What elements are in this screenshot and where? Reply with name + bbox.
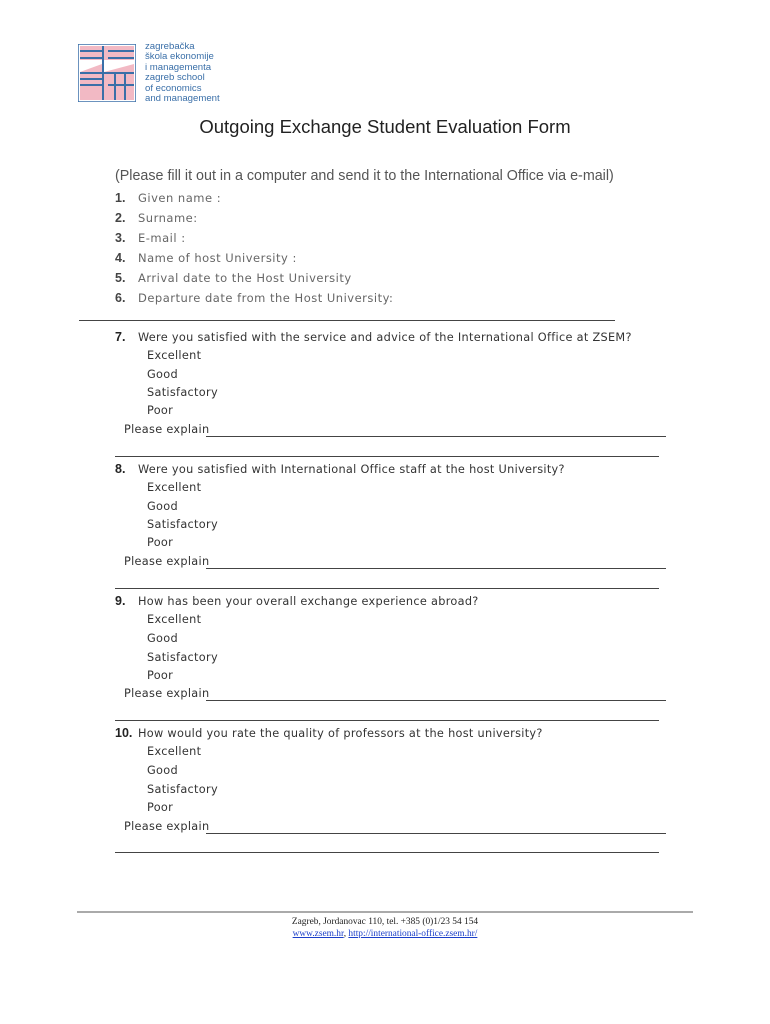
instructions: (Please fill it out in a computer and send it to the International Office via e-mail) xyxy=(115,168,614,184)
question-number: 7. xyxy=(115,330,126,344)
international-office-link[interactable]: http://international-office.zsem.hr/ xyxy=(348,929,478,939)
field-label: E-mail : xyxy=(138,231,186,245)
field-departure-date[interactable] xyxy=(115,291,393,305)
field-email[interactable] xyxy=(115,231,186,245)
question-7 xyxy=(115,330,632,344)
field-label: Name of host University : xyxy=(138,251,297,265)
option-satisfactory[interactable]: Satisfactory xyxy=(147,386,218,399)
option-excellent[interactable]: Excellent xyxy=(147,745,202,758)
option-satisfactory[interactable]: Satisfactory xyxy=(147,783,218,796)
explain-input[interactable] xyxy=(206,833,666,834)
field-number: 1. xyxy=(115,191,126,205)
explain-label: Please explain xyxy=(124,555,210,568)
option-good[interactable]: Good xyxy=(147,368,178,381)
question-text: How has been your overall exchange experience abroad? xyxy=(138,595,479,608)
question-9 xyxy=(115,594,479,608)
field-number: 2. xyxy=(115,211,126,225)
option-excellent[interactable]: Excellent xyxy=(147,481,202,494)
explain-input-line2[interactable] xyxy=(115,720,659,721)
footer-links xyxy=(0,929,770,939)
field-surname[interactable] xyxy=(115,211,198,225)
logo-line: of economics xyxy=(145,82,202,94)
option-poor[interactable]: Poor xyxy=(147,404,174,417)
option-poor[interactable]: Poor xyxy=(147,669,174,682)
field-label: Departure date from the Host University: xyxy=(138,291,394,305)
question-number: 9. xyxy=(115,594,126,608)
explain-input[interactable] xyxy=(206,568,666,569)
field-given-name[interactable] xyxy=(115,191,221,205)
option-excellent[interactable]: Excellent xyxy=(147,613,202,626)
explain-input[interactable] xyxy=(206,700,666,701)
option-poor[interactable]: Poor xyxy=(147,801,174,814)
explain-input-line2[interactable] xyxy=(115,456,659,457)
logo-line: zagreb school xyxy=(145,72,205,84)
question-text: How would you rate the quality of professors at the host university? xyxy=(138,727,543,740)
field-host-university[interactable] xyxy=(115,251,297,265)
question-10 xyxy=(115,726,543,740)
option-poor[interactable]: Poor xyxy=(147,536,174,549)
logo-line: and management xyxy=(145,93,220,105)
section-divider xyxy=(79,320,615,321)
question-number: 10. xyxy=(115,726,133,740)
explain-input-line2[interactable] xyxy=(115,852,659,853)
field-number: 5. xyxy=(115,271,126,285)
option-good[interactable]: Good xyxy=(147,764,178,777)
question-text: Were you satisfied with International Office staff at the host University? xyxy=(138,463,565,476)
footer-divider xyxy=(77,911,693,913)
explain-label: Please explain xyxy=(124,820,210,833)
link-separator: , xyxy=(343,929,349,939)
logo-line: i managementa xyxy=(145,61,212,73)
footer-address: Zagreb, Jordanovac 110, tel. +385 (0)1/23 54 154 xyxy=(291,917,479,927)
zsem-logo xyxy=(78,44,136,102)
field-number: 4. xyxy=(115,251,126,265)
field-number: 3. xyxy=(115,231,126,245)
field-number: 6. xyxy=(115,291,126,305)
explain-input-line2[interactable] xyxy=(115,588,659,589)
page-title: Outgoing Exchange Student Evaluation Form xyxy=(199,116,571,137)
field-label: Given name : xyxy=(138,191,222,205)
website-link[interactable]: www.zsem.hr xyxy=(292,929,344,939)
field-arrival-date[interactable] xyxy=(115,271,352,285)
option-satisfactory[interactable]: Satisfactory xyxy=(147,518,218,531)
explain-label: Please explain xyxy=(124,687,210,700)
question-number: 8. xyxy=(115,462,126,476)
logo-text xyxy=(145,42,220,104)
field-label: Surname: xyxy=(138,211,198,225)
option-good[interactable]: Good xyxy=(147,500,178,513)
question-8 xyxy=(115,462,565,476)
option-satisfactory[interactable]: Satisfactory xyxy=(147,651,218,664)
logo-line: zagrebačka xyxy=(145,41,195,52)
option-good[interactable]: Good xyxy=(147,632,178,645)
question-text: Were you satisfied with the service and advice of the International Office at ZSEM? xyxy=(138,331,632,344)
explain-label: Please explain xyxy=(124,423,210,436)
explain-input[interactable] xyxy=(206,436,666,437)
logo-line: škola ekonomije xyxy=(145,51,214,63)
field-label: Arrival date to the Host University xyxy=(138,271,352,285)
option-excellent[interactable]: Excellent xyxy=(147,349,202,362)
